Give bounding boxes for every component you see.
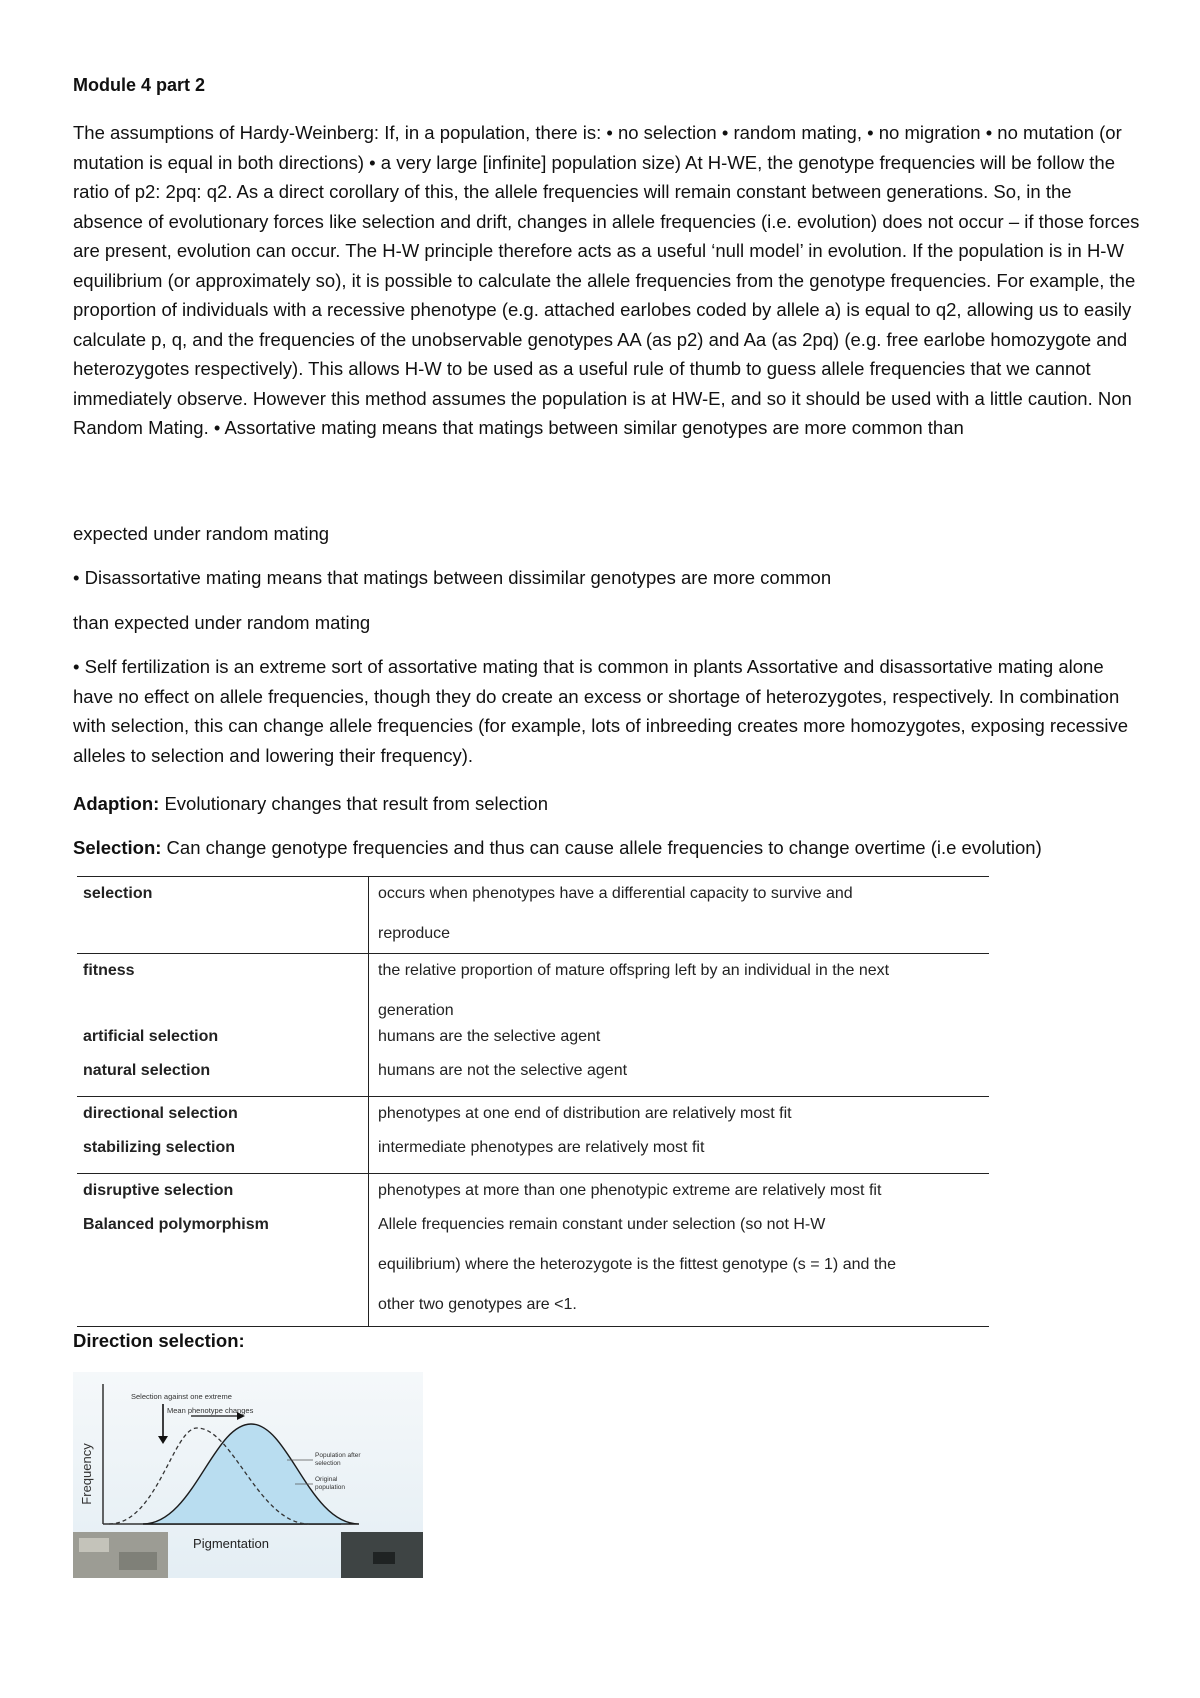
table-term: disruptive selection [77,1174,369,1217]
table-definition-line: occurs when phenotypes have a differential capacity to survive and [378,885,853,902]
selection-text: Can change genotype frequencies and thus can cause allele frequencies to change overtime (i.e evolution) [161,837,1042,858]
table-definition [369,877,990,954]
table-term: selection [77,877,369,954]
table-row [77,1026,989,1062]
hardy-weinberg-paragraph: The assumptions of Hardy-Weinberg: If, in a population, there is: • no selection • random mating, • no migration • no mutation (or mutation is equal in both directions) • a very large [infinite] population size) At H-WE, the genotype frequencies will be follow the ratio of p2: 2pq: q2. As a direct corollary of this, the allele frequencies will remain constant between generations. So, in the absence of evolutionary forces like selection and drift, changes in allele frequencies (i.e. evolution) does not occur – if those forces are present, evolution can occur. The H-W principle therefore acts as a useful ‘null model’ in evolution. If the population is in H-W equilibrium (or approximately so), it is possible to calculate the allele frequencies from the genotype frequencies. For example, the proportion of individuals with a recessive phenotype (e.g. attached earlobes coded by allele a) is equal to q2, allowing us to easily calculate p, q, and the frequencies of the unobservable genotypes AA (as p2) and Aa (as 2pq) (e.g. free earlobe homozygote and heterozygotes respectively). This allows H-W to be used as a useful rule of thumb to guess allele frequencies that we cannot immediately observe. However this method assumes the population is at HW-E, and so it should be used with a little caution. Non Random Mating. • Assortative mating means that matings between similar genotypes are more common than [73,122,1140,438]
table-row [77,1097,989,1140]
adaption-paragraph [73,789,1143,819]
expected-paragraph: expected under random mating [73,523,330,544]
disassortative-paragraph: • Disassortative mating means that matings between dissimilar genotypes are more common [73,567,832,588]
self-fertilization-paragraph: • Self fertilization is an extreme sort of assortative mating that is common in plants Assortative and disassortative mating alone have no effect on allele frequencies, though they do create an excess or shortage of heterozygotes, respectively. In combination with selection, this can change allele frequencies (for example, lots of inbreeding creates more homozygotes, exposing recessive alleles to selection and lowering their frequency). [73,656,1129,766]
table-definition [369,1139,990,1174]
dark-moth-photo-detail [373,1552,395,1564]
selection-label: Selection: [73,837,162,858]
table-term: stabilizing selection [77,1139,369,1174]
legend-original-label: Original population [315,1476,345,1491]
table-definition-line: other two genotypes are <1. [378,1296,577,1313]
table-term: Balanced polymorphism [77,1216,369,1327]
adaption-text: Evolutionary changes that result from selection [159,793,549,814]
table-definition-line: phenotypes at one end of distribution are relatively most fit [378,1105,792,1122]
table-row [77,1174,989,1217]
table-definition-line: equilibrium) where the heterozygote is the fittest genotype (s = 1) and the [378,1256,897,1273]
table-row [77,1139,989,1174]
direction-selection-heading: Direction selection: [73,1330,245,1351]
shift-arrow-label: Mean phenotype changes [167,1406,254,1415]
table-definition [369,1097,990,1140]
figure-x-label: Pigmentation [193,1536,269,1551]
table-definition-line: reproduce [378,925,451,942]
light-moth-photo-detail [79,1538,109,1552]
figure-y-label: Frequency [79,1443,94,1505]
directional-selection-diagram [73,1372,423,1578]
than-expected-paragraph: than expected under random mating [73,612,371,633]
adaption-label: Adaption: [73,793,160,814]
table-row [77,877,989,954]
table-definition-line: humans are the selective agent [378,1028,601,1045]
table-row [77,1216,989,1327]
table-definition-line: the relative proportion of mature offspring left by an individual in the next [378,962,890,979]
table-definition-line: phenotypes at more than one phenotypic extreme are relatively most fit [378,1182,882,1199]
light-moth-photo-detail [119,1552,157,1570]
table-definition [369,1216,990,1327]
table-definition [369,1026,990,1062]
legend-after-label: Population after selection [315,1452,361,1467]
table-definition-line: Allele frequencies remain constant under selection (so not H-W [378,1216,826,1233]
table-definition [369,1062,990,1097]
selection-paragraph [73,833,1143,863]
table-row [77,1062,989,1097]
directional-selection-figure [73,1372,423,1578]
table-definition-line: humans are not the selective agent [378,1062,628,1079]
table-row [77,954,989,1027]
table-definition-line: intermediate phenotypes are relatively most fit [378,1139,705,1156]
table-term: artificial selection [77,1026,369,1062]
table-term: natural selection [77,1062,369,1097]
selection-definitions-table [77,876,989,1327]
page-title: Module 4 part 2 [73,75,206,95]
table-definition-line: generation [378,1002,454,1019]
table-term: directional selection [77,1097,369,1140]
table-definition [369,1174,990,1217]
table-definition [369,954,990,1027]
table-term: fitness [77,954,369,1027]
selection-arrow-label: Selection against one extreme [131,1392,232,1401]
